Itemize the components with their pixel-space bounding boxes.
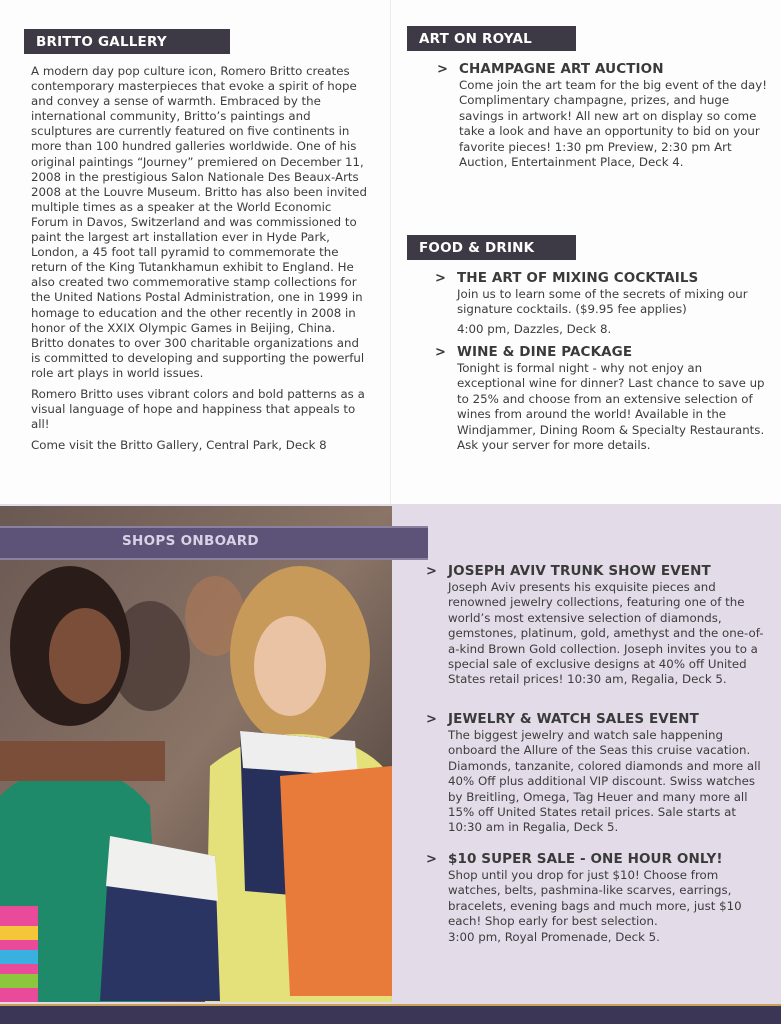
britto-paragraph-3: Come visit the Britto Gallery, Central Park, Deck 8 (31, 438, 327, 453)
britto-gallery-text (31, 64, 371, 459)
event-heading: JEWELRY & WATCH SALES EVENT (448, 711, 699, 727)
event-champagne-art-auction (437, 61, 767, 170)
arrow-icon: > (426, 712, 437, 727)
event-description: The biggest jewelry and watch sale happening onboard the Allure of the Seas this cruise vacation. Diamonds, tanzanite, colored diamonds and more all 40% Off plus additional VIP discount. Swiss watches by Breitling, Omega, Tag Heuer and many more all 15% off United States retail prices. Sale starts at 10:30 am in Regalia, Deck 5. (448, 728, 761, 835)
art-on-royal-title: ART ON ROYAL (419, 31, 532, 47)
shops-onboard-title: SHOPS ONBOARD (122, 533, 259, 549)
britto-paragraph-1: A modern day pop culture icon, Romero Britto creates contemporary masterpieces that evoke a spirit of hope and convey a sense of warmth. Embraced by the international community, Britto’s paintings and sculptures are currently featured on five continents in more than 100 hundred galleries worldwide. One of his original paintings “Journey” premiered on December 11, 2008 in the prestigious Salon Nationale Des Beaux-Arts 2008 at the Louvre Museum. Britto has also been invited multiple times as a speaker at the World Economic Forum in Davos, Switzerland and was commissioned to paint the largest art installation ever in Hyde Park, London, a 45 foot tall pyramid to commemorate the return of the King Tutankhamun exhibit to England. He also created two commemorative stamp collections for the United Nations Postal Administration, one in 1999 in homage to education and the other recently in 2008 in honor of the XXIX Olympic Games in Beijing, China. Britto donates to over 300 charitable organizations and is committed to developing and supporting the powerful role art plays in world issues. (31, 64, 367, 380)
event-time-location: 4:00 pm, Dazzles, Deck 8. (457, 321, 612, 336)
event-heading: CHAMPAGNE ART AUCTION (459, 61, 664, 77)
arrow-icon: > (426, 564, 437, 579)
britto-gallery-title: BRITTO GALLERY (36, 34, 167, 50)
event-ten-dollar-super-sale (426, 851, 770, 945)
event-heading: THE ART OF MIXING COCKTAILS (457, 270, 699, 286)
britto-gallery-header (24, 29, 230, 54)
food-drink-header (407, 235, 576, 260)
event-heading: JOSEPH AVIV TRUNK SHOW EVENT (448, 563, 711, 579)
event-description: Join us to learn some of the secrets of mixing our signature cocktails. ($9.95 fee applies) (457, 287, 748, 317)
britto-paragraph-2: Romero Britto uses vibrant colors and bold patterns as a visual language of hope and happiness that appeals to all! (31, 386, 365, 432)
arrow-icon: > (426, 852, 437, 867)
event-description: Shop until you drop for just $10! Choose from watches, belts, pashmina-like scarves, earrings, bracelets, evening bags and much more, just $10 each! Shop early for best selection. (448, 868, 742, 929)
event-description: Come join the art team for the big event of the day! Complimentary champagne, prizes, and huge savings in artwork! All new art on display so come take a look and have an opportunity to bid on your favorite pieces! 1:30 pm Preview, 2:30 pm Art Auction, Entertainment Place, Deck 4. (459, 78, 767, 170)
event-heading: WINE & DINE PACKAGE (457, 344, 633, 360)
column-divider (390, 0, 391, 504)
event-description: Joseph Aviv presents his exquisite pieces and renowned jewelry collections, featuring one of the world’s most extensive selection of diamonds, gemstones, platinum, gold, amethyst and the one-of-a-kind Brown Gold collection. Joseph invites you to a special sale of exclusive designs at 40% off United States retail prices! 10:30 am, Regalia, Deck 5. (448, 580, 764, 687)
shops-onboard-header (0, 526, 428, 560)
footer-bar (0, 1004, 781, 1024)
event-jewelry-watch-sales (426, 711, 770, 836)
photo-illustration (0, 506, 392, 1002)
event-heading: $10 SUPER SALE - ONE HOUR ONLY! (448, 851, 723, 867)
event-joseph-aviv-trunk-show (426, 563, 770, 688)
arrow-icon: > (435, 345, 446, 360)
arrow-icon: > (435, 271, 446, 286)
event-mixing-cocktails (435, 270, 767, 337)
event-time-location: 3:00 pm, Royal Promenade, Deck 5. (448, 929, 660, 944)
event-wine-dine-package (435, 344, 767, 453)
shopping-women-photo (0, 506, 392, 1002)
food-drink-title: FOOD & DRINK (419, 240, 535, 256)
event-description: Tonight is formal night - why not enjoy an exceptional wine for dinner? Last chance to save up to 25% and choose from an extensive selection of wines from around the world! Available in the Windjammer, Dining Room & Specialty Restaurants. Ask your server for more details. (457, 361, 765, 453)
art-on-royal-header (407, 26, 576, 51)
arrow-icon: > (437, 62, 448, 77)
